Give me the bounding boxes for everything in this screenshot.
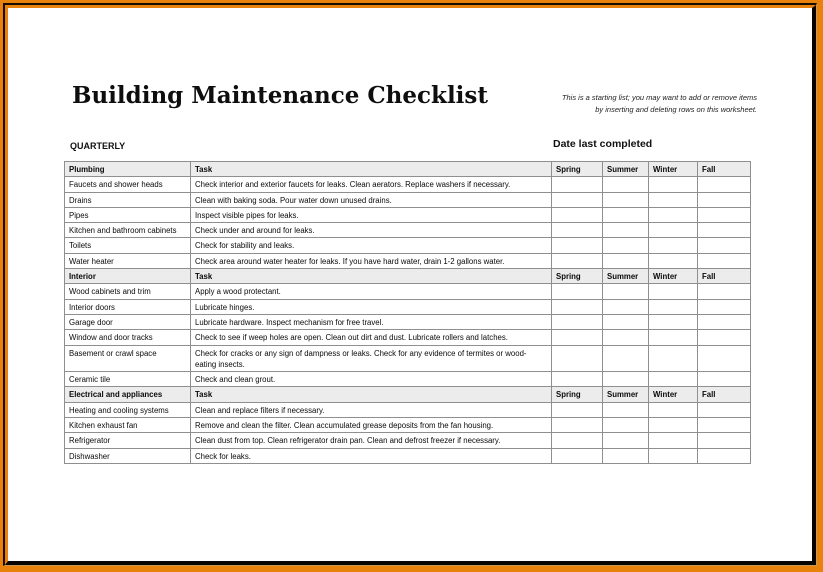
checklist-table-container — [64, 161, 751, 464]
date-entry-cell-fall[interactable] — [698, 207, 751, 222]
task-cell: Check for cracks or any sign of dampness or leaks. Check for any evidence of termites or wood-eating insects. — [191, 345, 552, 372]
season-header-cell-winter: Winter — [649, 162, 698, 177]
date-entry-cell-summer[interactable] — [603, 177, 649, 192]
task-cell: Lubricate hardware. Inspect mechanism for free travel. — [191, 314, 552, 329]
season-header-cell-winter: Winter — [649, 269, 698, 284]
date-entry-cell-winter[interactable] — [649, 284, 698, 299]
worksheet-note-line-2: by inserting and deleting rows on this worksheet. — [595, 104, 757, 114]
worksheet-note-line-1: This is a starting list; you may want to add or remove items — [561, 93, 757, 102]
checklist-row — [65, 418, 751, 433]
date-entry-cell-spring[interactable] — [552, 299, 603, 314]
item-cell: Wood cabinets and trim — [65, 284, 191, 299]
item-cell: Toilets — [65, 238, 191, 253]
checklist-table — [64, 161, 751, 464]
task-cell: Check under and around for leaks. — [191, 223, 552, 238]
date-entry-cell-spring[interactable] — [552, 253, 603, 268]
date-entry-cell-spring[interactable] — [552, 238, 603, 253]
date-entry-cell-summer[interactable] — [603, 418, 649, 433]
date-entry-cell-summer[interactable] — [603, 238, 649, 253]
item-cell: Water heater — [65, 253, 191, 268]
date-entry-cell-fall[interactable] — [698, 223, 751, 238]
checklist-row — [65, 223, 751, 238]
date-entry-cell-summer[interactable] — [603, 207, 649, 222]
checklist-row — [65, 238, 751, 253]
checklist-row — [65, 284, 751, 299]
date-entry-cell-spring[interactable] — [552, 330, 603, 345]
checklist-row — [65, 448, 751, 463]
date-entry-cell-winter[interactable] — [649, 177, 698, 192]
checklist-row — [65, 314, 751, 329]
date-entry-cell-winter[interactable] — [649, 314, 698, 329]
checklist-row — [65, 330, 751, 345]
date-entry-cell-fall[interactable] — [698, 238, 751, 253]
season-header-cell-fall: Fall — [698, 387, 751, 402]
season-header-cell-summer: Summer — [603, 387, 649, 402]
date-last-completed-label: Date last completed — [553, 138, 653, 150]
checklist-table-body — [65, 162, 751, 464]
date-entry-cell-summer[interactable] — [603, 223, 649, 238]
date-entry-cell-winter[interactable] — [649, 223, 698, 238]
item-cell: Drains — [65, 192, 191, 207]
task-cell: Inspect visible pipes for leaks. — [191, 207, 552, 222]
item-cell: Refrigerator — [65, 433, 191, 448]
date-entry-cell-spring[interactable] — [552, 433, 603, 448]
date-entry-cell-spring[interactable] — [552, 402, 603, 417]
date-entry-cell-spring[interactable] — [552, 418, 603, 433]
section-name-cell: Electrical and appliances — [65, 387, 191, 402]
checklist-row — [65, 177, 751, 192]
section-name-cell: Interior — [65, 269, 191, 284]
date-entry-cell-summer[interactable] — [603, 284, 649, 299]
task-cell: Check area around water heater for leaks. If you have hard water, drain 1-2 gallons water. — [191, 253, 552, 268]
date-entry-cell-spring[interactable] — [552, 223, 603, 238]
date-entry-cell-winter[interactable] — [649, 192, 698, 207]
checklist-row — [65, 207, 751, 222]
section-header-row — [65, 387, 751, 402]
task-cell: Check for stability and leaks. — [191, 238, 552, 253]
task-cell: Lubricate hinges. — [191, 299, 552, 314]
item-cell: Heating and cooling systems — [65, 402, 191, 417]
date-entry-cell-fall[interactable] — [698, 314, 751, 329]
season-header-cell-spring: Spring — [552, 269, 603, 284]
date-entry-cell-winter[interactable] — [649, 448, 698, 463]
task-header-cell: Task — [191, 269, 552, 284]
season-header-cell-fall: Fall — [698, 162, 751, 177]
worksheet-note — [562, 92, 757, 115]
date-entry-cell-spring[interactable] — [552, 192, 603, 207]
date-entry-cell-fall[interactable] — [698, 253, 751, 268]
season-header-cell-summer: Summer — [603, 162, 649, 177]
item-cell: Kitchen and bathroom cabinets — [65, 223, 191, 238]
item-cell: Basement or crawl space — [65, 345, 191, 372]
task-cell: Check and clean grout. — [191, 372, 552, 387]
task-cell: Remove and clean the filter. Clean accumulated grease deposits from the fan housing. — [191, 418, 552, 433]
date-entry-cell-fall[interactable] — [698, 402, 751, 417]
task-header-cell: Task — [191, 387, 552, 402]
date-entry-cell-fall[interactable] — [698, 448, 751, 463]
checklist-row — [65, 345, 751, 372]
document-page — [5, 5, 816, 565]
date-entry-cell-summer[interactable] — [603, 345, 649, 372]
date-entry-cell-summer[interactable] — [603, 433, 649, 448]
date-entry-cell-summer[interactable] — [603, 448, 649, 463]
checklist-row — [65, 372, 751, 387]
checklist-row — [65, 402, 751, 417]
date-entry-cell-spring[interactable] — [552, 284, 603, 299]
date-entry-cell-winter[interactable] — [649, 345, 698, 372]
section-header-row — [65, 162, 751, 177]
task-cell: Check interior and exterior faucets for leaks. Clean aerators. Replace washers if necessary. — [191, 177, 552, 192]
date-entry-cell-summer[interactable] — [603, 372, 649, 387]
date-entry-cell-winter[interactable] — [649, 299, 698, 314]
season-header-cell-spring: Spring — [552, 387, 603, 402]
task-cell: Check to see if weep holes are open. Clean out dirt and dust. Lubricate rollers and latches. — [191, 330, 552, 345]
item-cell: Ceramic tile — [65, 372, 191, 387]
date-entry-cell-fall[interactable] — [698, 418, 751, 433]
date-entry-cell-spring[interactable] — [552, 314, 603, 329]
date-entry-cell-fall[interactable] — [698, 284, 751, 299]
checklist-row — [65, 253, 751, 268]
checklist-row — [65, 433, 751, 448]
date-entry-cell-fall[interactable] — [698, 372, 751, 387]
date-entry-cell-fall[interactable] — [698, 177, 751, 192]
season-header-cell-fall: Fall — [698, 269, 751, 284]
date-entry-cell-spring[interactable] — [552, 207, 603, 222]
date-entry-cell-winter[interactable] — [649, 253, 698, 268]
item-cell: Dishwasher — [65, 448, 191, 463]
item-cell: Kitchen exhaust fan — [65, 418, 191, 433]
section-header-row — [65, 269, 751, 284]
date-entry-cell-fall[interactable] — [698, 345, 751, 372]
date-entry-cell-fall[interactable] — [698, 330, 751, 345]
date-entry-cell-summer[interactable] — [603, 330, 649, 345]
task-cell: Clean dust from top. Clean refrigerator drain pan. Clean and defrost freezer if necessary. — [191, 433, 552, 448]
date-entry-cell-winter[interactable] — [649, 402, 698, 417]
item-cell: Faucets and shower heads — [65, 177, 191, 192]
season-header-cell-spring: Spring — [552, 162, 603, 177]
season-header-cell-winter: Winter — [649, 387, 698, 402]
item-cell: Pipes — [65, 207, 191, 222]
date-entry-cell-winter[interactable] — [649, 372, 698, 387]
task-cell: Apply a wood protectant. — [191, 284, 552, 299]
checklist-row — [65, 192, 751, 207]
date-entry-cell-winter[interactable] — [649, 330, 698, 345]
date-entry-cell-spring[interactable] — [552, 345, 603, 372]
date-entry-cell-summer[interactable] — [603, 192, 649, 207]
date-entry-cell-fall[interactable] — [698, 192, 751, 207]
checklist-row — [65, 299, 751, 314]
date-entry-cell-summer[interactable] — [603, 253, 649, 268]
date-entry-cell-winter[interactable] — [649, 433, 698, 448]
date-entry-cell-summer[interactable] — [603, 402, 649, 417]
task-cell: Check for leaks. — [191, 448, 552, 463]
season-header-cell-summer: Summer — [603, 269, 649, 284]
item-cell: Garage door — [65, 314, 191, 329]
date-entry-cell-winter[interactable] — [649, 207, 698, 222]
date-entry-cell-spring[interactable] — [552, 448, 603, 463]
task-cell: Clean with baking soda. Pour water down unused drains. — [191, 192, 552, 207]
item-cell: Window and door tracks — [65, 330, 191, 345]
date-entry-cell-fall[interactable] — [698, 433, 751, 448]
page-title: Building Maintenance Checklist — [72, 82, 488, 109]
date-entry-cell-spring[interactable] — [552, 177, 603, 192]
date-entry-cell-winter[interactable] — [649, 238, 698, 253]
task-header-cell: Task — [191, 162, 552, 177]
item-cell: Interior doors — [65, 299, 191, 314]
frequency-label: QUARTERLY — [70, 141, 126, 151]
date-entry-cell-summer[interactable] — [603, 314, 649, 329]
date-entry-cell-fall[interactable] — [698, 299, 751, 314]
date-entry-cell-spring[interactable] — [552, 372, 603, 387]
date-entry-cell-winter[interactable] — [649, 418, 698, 433]
section-name-cell: Plumbing — [65, 162, 191, 177]
date-entry-cell-summer[interactable] — [603, 299, 649, 314]
decorative-frame-mid — [3, 3, 817, 566]
task-cell: Clean and replace filters if necessary. — [191, 402, 552, 417]
